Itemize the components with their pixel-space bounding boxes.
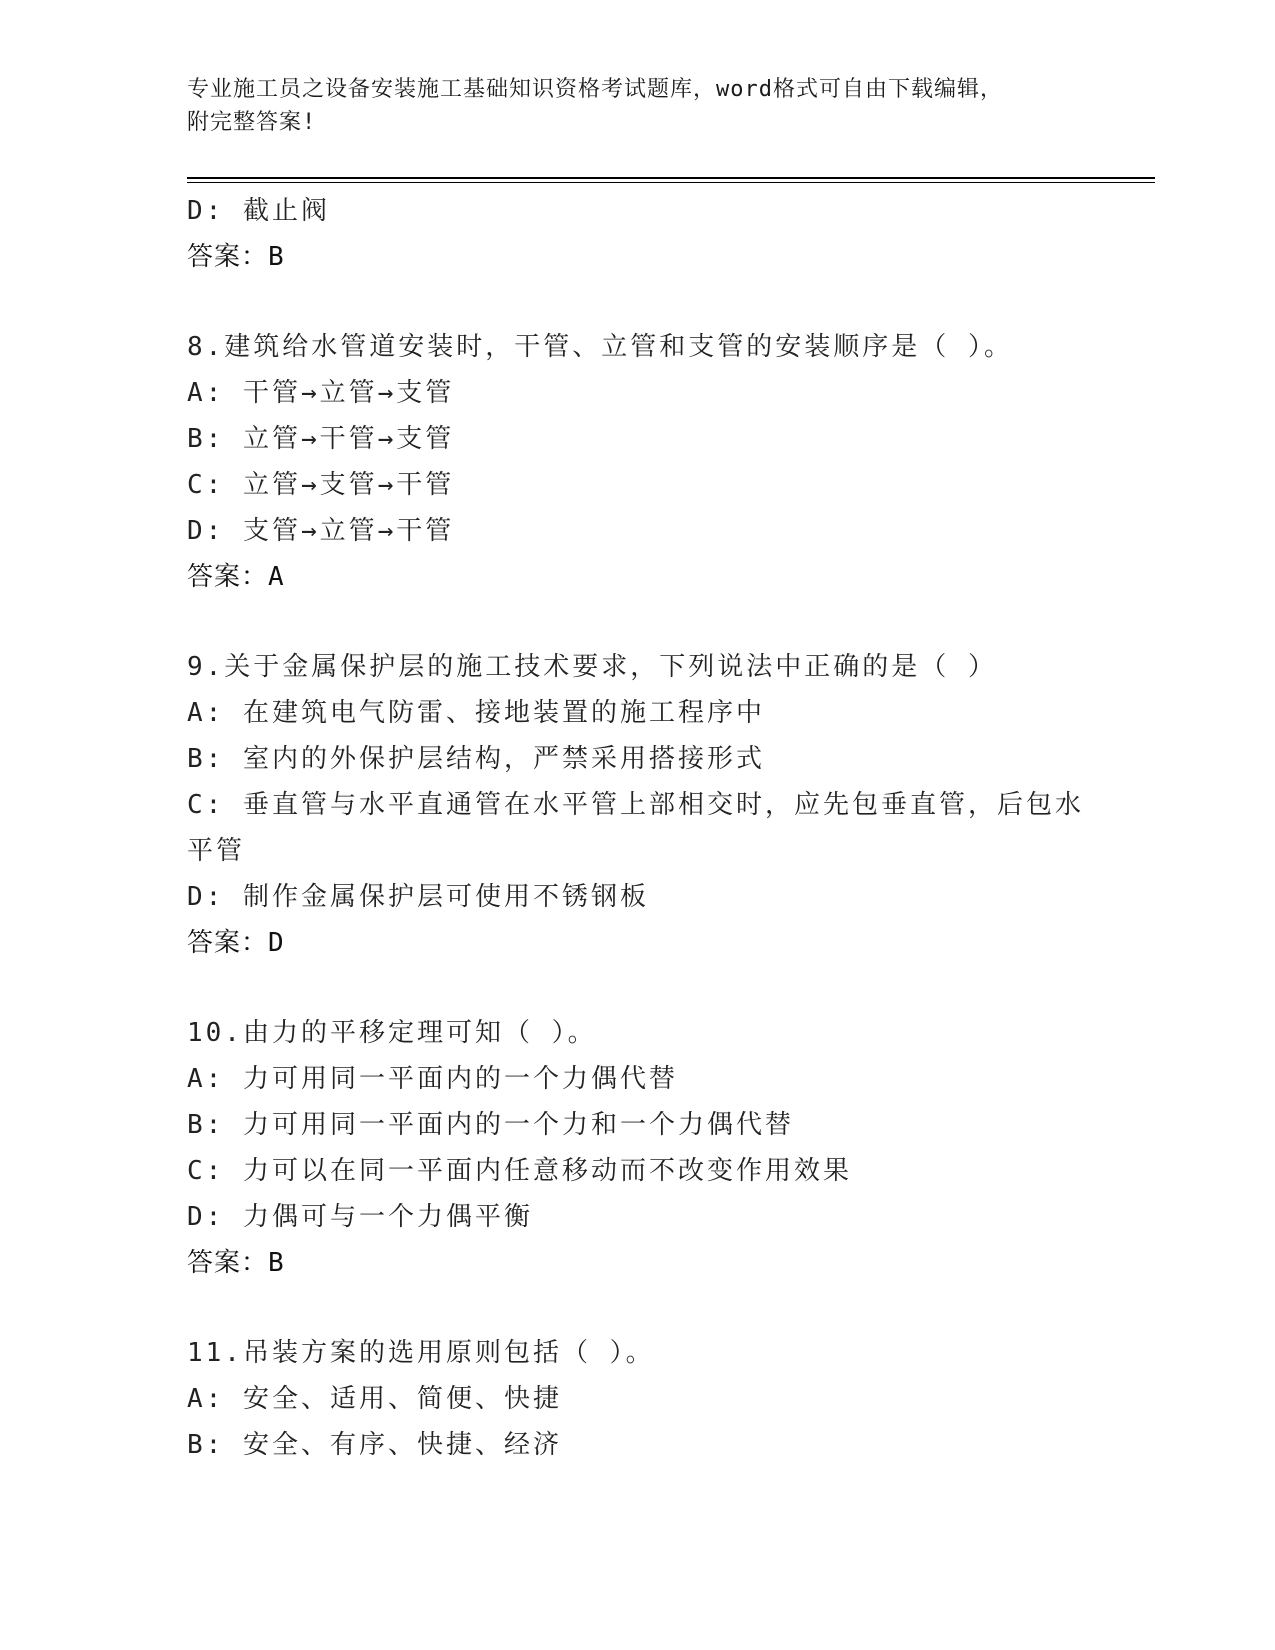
question-11 <box>187 1330 1087 1468</box>
option-d: D: 制作金属保护层可使用不锈钢板 <box>187 882 649 912</box>
option-a: A: 安全、适用、简便、快捷 <box>187 1384 562 1414</box>
option-c: C: 力可以在同一平面内任意移动而不改变作用效果 <box>187 1156 852 1186</box>
question-content <box>187 188 1087 1468</box>
option-c: C: 垂直管与水平直通管在水平管上部相交时，应先包垂直管，后包水平管 <box>187 790 1084 866</box>
header-title-line-1: 专业施工员之设备安装施工基础知识资格考试题库，word格式可自由下载编辑， <box>187 77 1003 102</box>
question-spacer <box>187 280 1087 324</box>
question-9 <box>187 644 1087 966</box>
answer-line: 答案：B <box>187 242 285 272</box>
question-10 <box>187 1010 1087 1286</box>
option-b: B: 室内的外保护层结构，严禁采用搭接形式 <box>187 744 765 774</box>
question-stem: 9.关于金属保护层的施工技术要求，下列说法中正确的是（ ） <box>187 652 997 682</box>
option-a: A: 力可用同一平面内的一个力偶代替 <box>187 1064 678 1094</box>
option-a: A: 干管→立管→支管 <box>187 378 455 408</box>
header-title-line-2: 附完整答案! <box>187 110 317 135</box>
question-spacer <box>187 600 1087 644</box>
answer-line: 答案：A <box>187 562 285 592</box>
option-a: A: 在建筑电气防雷、接地装置的施工程序中 <box>187 698 765 728</box>
option-c: C: 立管→支管→干管 <box>187 470 455 500</box>
header-divider-thin <box>187 182 1155 183</box>
option-b: B: 安全、有序、快捷、经济 <box>187 1430 562 1460</box>
document-header <box>187 73 1087 139</box>
answer-line: 答案：B <box>187 1248 285 1278</box>
option-d: D: 截止阀 <box>187 196 330 226</box>
question-stem: 8.建筑给水管道安装时，干管、立管和支管的安装顺序是（ ）。 <box>187 332 1013 362</box>
question-spacer <box>187 1286 1087 1330</box>
header-divider-thick <box>187 177 1155 179</box>
question-8 <box>187 324 1087 600</box>
option-b: B: 力可用同一平面内的一个力和一个力偶代替 <box>187 1110 794 1140</box>
option-b: B: 立管→干管→支管 <box>187 424 455 454</box>
question-7-tail <box>187 188 1087 280</box>
option-d: D: 支管→立管→干管 <box>187 516 455 546</box>
answer-line: 答案：D <box>187 928 285 958</box>
question-stem: 10.由力的平移定理可知（ ）。 <box>187 1018 597 1048</box>
question-stem: 11.吊装方案的选用原则包括（ ）。 <box>187 1338 655 1368</box>
option-d: D: 力偶可与一个力偶平衡 <box>187 1202 533 1232</box>
question-spacer <box>187 966 1087 1010</box>
